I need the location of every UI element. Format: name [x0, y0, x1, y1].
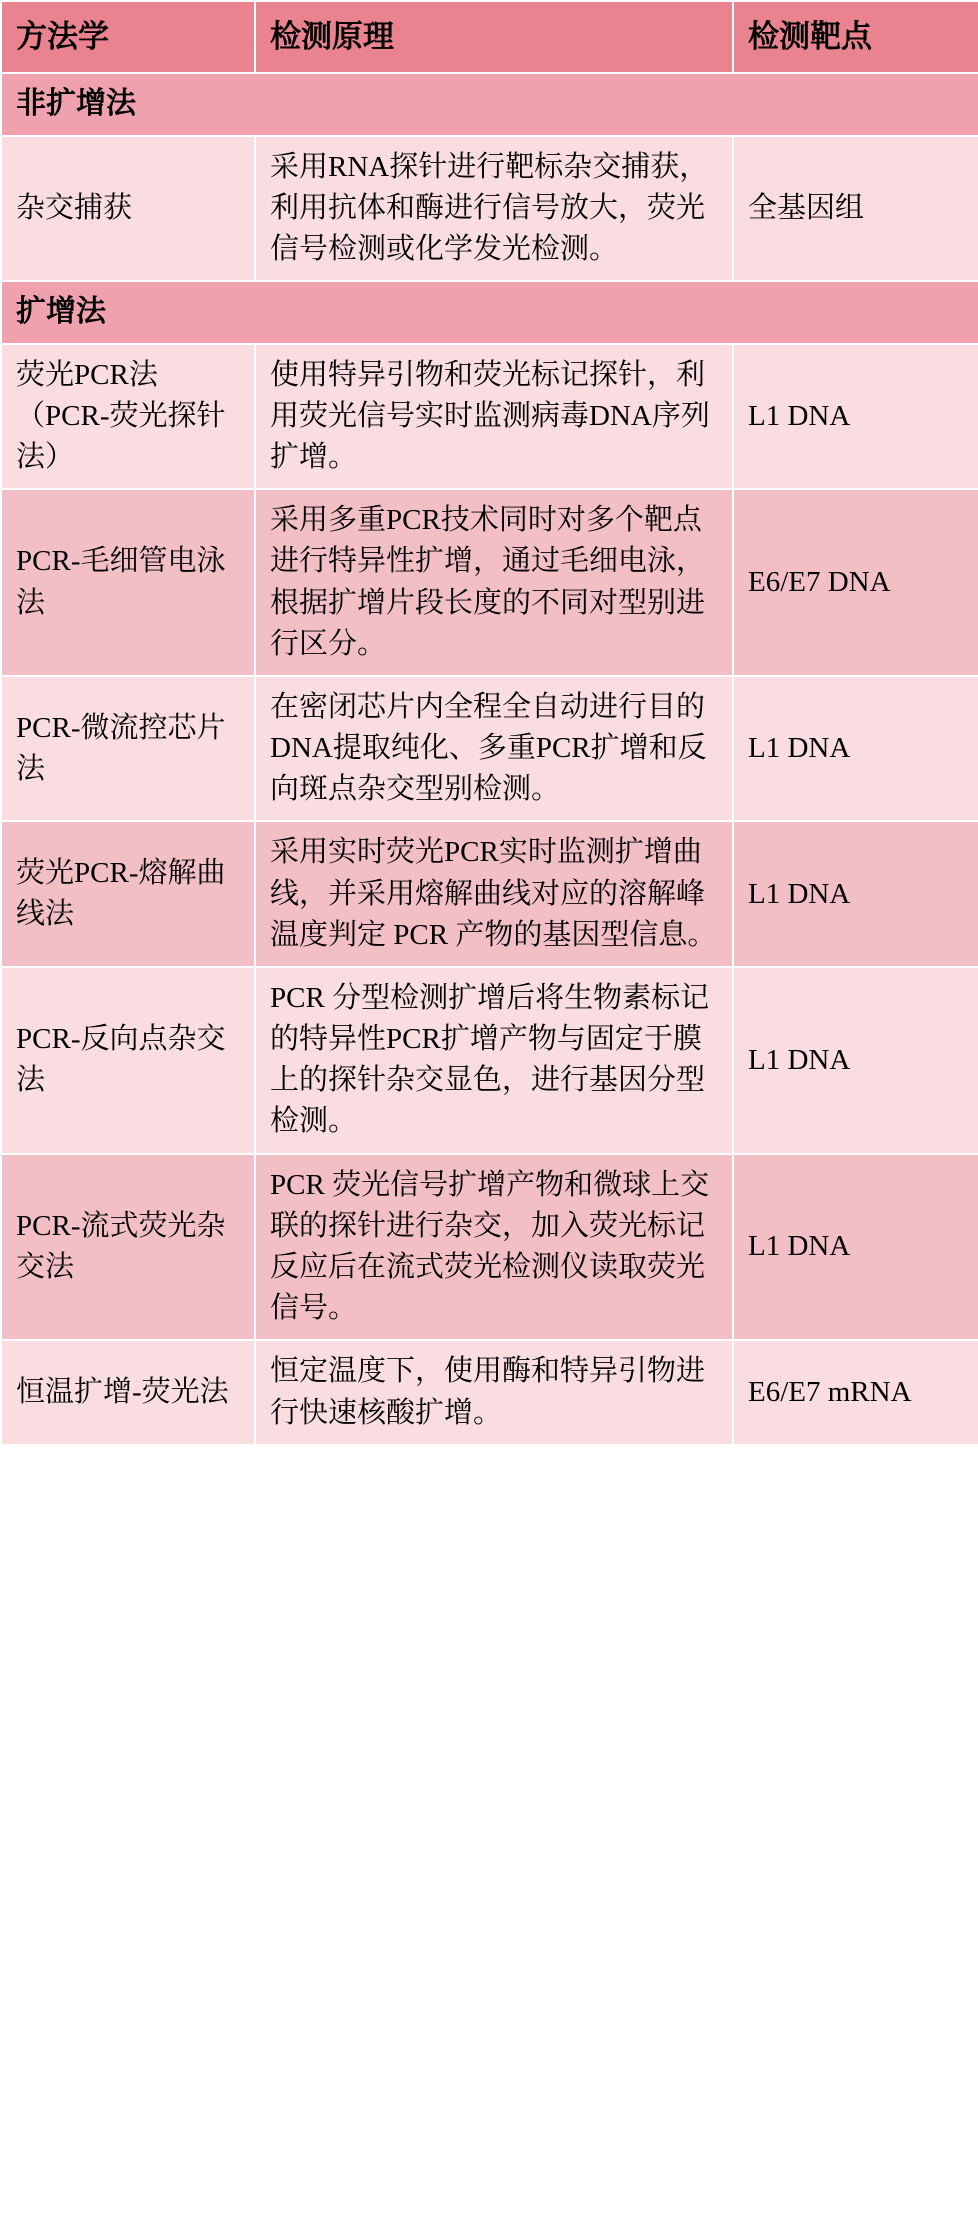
- section-header-row: [1, 73, 978, 136]
- cell-methodology: 杂交捕获: [1, 136, 255, 282]
- cell-methodology: PCR-毛细管电泳法: [1, 489, 255, 676]
- cell-methodology: PCR-微流控芯片法: [1, 676, 255, 822]
- cell-principle: PCR 荧光信号扩增产物和微球上交联的探针进行杂交，加入荧光标记反应后在流式荧光检测仪读取荧光信号。: [255, 1154, 733, 1341]
- cell-target: E6/E7 mRNA: [733, 1340, 978, 1444]
- column-header-methodology: 方法学: [1, 1, 255, 73]
- cell-principle: 采用多重PCR技术同时对多个靶点进行特异性扩增，通过毛细电泳，根据扩增片段长度的不同对型别进行区分。: [255, 489, 733, 676]
- section-header-row: [1, 281, 978, 344]
- cell-target: L1 DNA: [733, 821, 978, 967]
- cell-target: L1 DNA: [733, 676, 978, 822]
- cell-methodology: 荧光PCR法（PCR-荧光探针法）: [1, 344, 255, 490]
- cell-methodology: 恒温扩增-荧光法: [1, 1340, 255, 1444]
- table-row: [1, 489, 978, 676]
- cell-principle: 采用RNA探针进行靶标杂交捕获，利用抗体和酶进行信号放大，荧光信号检测或化学发光检测。: [255, 136, 733, 282]
- table-row: [1, 1340, 978, 1444]
- table-row: [1, 967, 978, 1154]
- cell-target: L1 DNA: [733, 344, 978, 490]
- cell-target: 全基因组: [733, 136, 978, 282]
- table-row: [1, 821, 978, 967]
- cell-principle: 在密闭芯片内全程全自动进行目的DNA提取纯化、多重PCR扩增和反向斑点杂交型别检测。: [255, 676, 733, 822]
- table-row: [1, 344, 978, 490]
- cell-principle: 采用实时荧光PCR实时监测扩增曲线，并采用熔解曲线对应的溶解峰温度判定 PCR 产物的基因型信息。: [255, 821, 733, 967]
- cell-principle: 使用特异引物和荧光标记探针，利用荧光信号实时监测病毒DNA序列扩增。: [255, 344, 733, 490]
- table-head: [1, 1, 978, 73]
- cell-principle: PCR 分型检测扩增后将生物素标记的特异性PCR扩增产物与固定于膜上的探针杂交显色，进行基因分型检测。: [255, 967, 733, 1154]
- cell-methodology: 荧光PCR-熔解曲线法: [1, 821, 255, 967]
- table-header-row: [1, 1, 978, 73]
- table-row: [1, 136, 978, 282]
- cell-methodology: PCR-流式荧光杂交法: [1, 1154, 255, 1341]
- section-label: 非扩增法: [1, 73, 978, 136]
- column-header-principle: 检测原理: [255, 1, 733, 73]
- column-header-target: 检测靶点: [733, 1, 978, 73]
- table-body: [1, 73, 978, 1445]
- table-row: [1, 1154, 978, 1341]
- cell-principle: 恒定温度下，使用酶和特异引物进行快速核酸扩增。: [255, 1340, 733, 1444]
- section-label: 扩增法: [1, 281, 978, 344]
- cell-target: E6/E7 DNA: [733, 489, 978, 676]
- cell-target: L1 DNA: [733, 967, 978, 1154]
- cell-target: L1 DNA: [733, 1154, 978, 1341]
- table-row: [1, 676, 978, 822]
- cell-methodology: PCR-反向点杂交法: [1, 967, 255, 1154]
